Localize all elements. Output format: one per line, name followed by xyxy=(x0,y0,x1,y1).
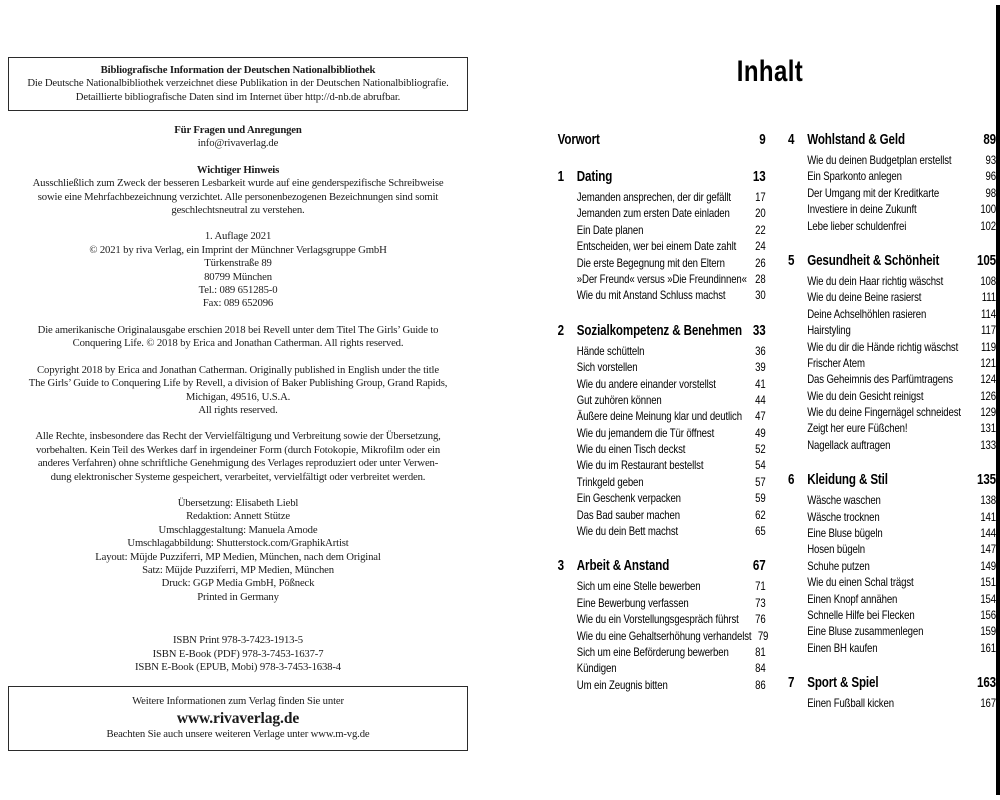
toc-chapter-row xyxy=(558,556,766,576)
toc-item-page: 144 xyxy=(980,526,996,541)
edition-block xyxy=(8,230,468,310)
toc-item-label: Jemanden zum ersten Date einladen xyxy=(576,206,730,221)
toc-chapter-page: 33 xyxy=(752,322,766,339)
toc-item-row xyxy=(788,152,996,168)
toc-chapter-number: 2 xyxy=(557,322,564,339)
toc-chapter-title: Kleidung & Stil xyxy=(807,472,888,489)
bib-box-line: Die Deutsche Nationalbibliothek verzeichnet diese Publikation in der Deutschen Nationalbibliografie. xyxy=(27,77,449,90)
toc-item-label: Ein Geschenk verpacken xyxy=(576,491,681,506)
toc-item-label: Einen Fußball kicken xyxy=(807,696,894,711)
contact-block xyxy=(8,124,468,151)
toc-item-row xyxy=(788,525,996,541)
toc-section xyxy=(558,167,766,304)
toc-item-label: Wie du eine Gehaltserhöhung verhandelst xyxy=(576,628,752,643)
toc-item-label: Wie du jemandem die Tür öffnest xyxy=(576,425,715,440)
toc-chapter-number: 6 xyxy=(788,472,795,489)
toc-chapter-number: 4 xyxy=(788,132,795,148)
toc-section xyxy=(788,130,996,234)
original-edition-line: Conquering Life. © 2018 by Erica and Jonathan Catherman. All rights reserved. xyxy=(72,337,404,350)
copyright-line: All rights reserved. xyxy=(198,403,278,416)
toc-chapter-title: Sport & Spiel xyxy=(807,675,879,692)
toc-chapter-page: 89 xyxy=(983,132,996,148)
toc-item-page: 41 xyxy=(755,376,766,391)
credit-line: Layout: Müjde Puzziferri, MP Medien, München, nach dem Original xyxy=(95,550,381,563)
toc-chapter-title: Sozialkompetenz & Benehmen xyxy=(576,322,742,339)
toc-item-row xyxy=(788,509,996,525)
original-edition-note xyxy=(8,324,468,351)
toc-front-page: 9 xyxy=(759,132,766,148)
toc-item-label: »Der Freund« versus »Die Freundinnen« xyxy=(576,271,747,286)
toc-section xyxy=(788,251,996,453)
rights-line: dung elektronischer Systeme gespeichert, verarbeitet, vervielfältigt oder verbreitet werden. xyxy=(50,470,426,483)
credit-line: Printed in Germany xyxy=(197,590,279,603)
rights-line: anderes Verfahren) ohne schriftliche Genehmigung des Verlages reproduziert oder unter Verwen- xyxy=(37,457,439,470)
toc-item-page: 86 xyxy=(755,677,766,692)
toc-item-label: Frischer Atem xyxy=(807,355,865,370)
toc-item-row xyxy=(788,388,996,404)
toc-item-label: Ein Date planen xyxy=(576,222,644,237)
notice-line: Ausschließlich zum Zweck der besseren Lesbarkeit wurde auf eine genderspezifische Schreibweise xyxy=(32,177,444,190)
toc-item-row xyxy=(558,507,766,523)
toc-item-page: 141 xyxy=(980,509,996,524)
toc-item-row xyxy=(558,255,766,271)
edition-line: Tel.: 089 651285-0 xyxy=(198,284,278,297)
toc-item-page: 147 xyxy=(980,542,996,557)
toc-item-row xyxy=(558,578,766,594)
credit-line: Umschlaggestaltung: Manuela Amode xyxy=(158,523,318,536)
toc-item-page: 93 xyxy=(985,153,996,167)
toc-item-page: 96 xyxy=(985,169,996,184)
toc-section xyxy=(788,673,996,711)
toc-item-label: Trinkgeld geben xyxy=(576,474,644,489)
toc-chapter-title: Arbeit & Anstand xyxy=(576,558,670,575)
toc-item-page: 24 xyxy=(755,239,766,254)
toc-chapter-row xyxy=(788,251,996,271)
toc-item-label: Wie du dir die Hände richtig wäschst xyxy=(807,339,959,354)
copyright-line: Copyright 2018 by Erica and Jonathan Catherman. Originally published in English under the title xyxy=(37,363,439,376)
edition-line: © 2021 by riva Verlag, ein Imprint der Münchner Verlagsgruppe GmbH xyxy=(89,243,387,256)
toc-item-label: Sich um eine Stelle bewerben xyxy=(576,579,701,594)
toc-column-left xyxy=(557,130,769,693)
toc-item-label: Wäsche waschen xyxy=(807,493,881,508)
toc-item-page: 119 xyxy=(981,339,996,354)
toc-item-row xyxy=(788,306,996,322)
toc-item-label: Wie du andere einander vorstellst xyxy=(576,376,716,391)
toc-item-label: Gut zuhören können xyxy=(576,392,662,407)
toc-item-label: Deine Achselhöhlen rasieren xyxy=(807,306,927,321)
toc-item-page: 131 xyxy=(980,421,996,436)
toc-chapter-title: Gesundheit & Schönheit xyxy=(807,252,940,269)
toc-item-row xyxy=(558,490,766,506)
notice-heading: Wichtiger Hinweis xyxy=(196,163,280,176)
left-page xyxy=(0,0,480,800)
toc-item-label: Kündigen xyxy=(576,661,617,676)
toc-chapter-title: Wohlstand & Geld xyxy=(807,132,905,148)
toc-item-label: Wie du einen Schal trägst xyxy=(807,575,914,590)
toc-chapter-row xyxy=(788,130,996,150)
toc-item-row xyxy=(558,392,766,408)
toc-item-row xyxy=(788,574,996,590)
toc-item-page: 111 xyxy=(981,290,996,305)
toc-item-row xyxy=(788,420,996,436)
toc-item-row xyxy=(788,168,996,184)
publisher-info-line: Weitere Informationen zum Verlag finden Sie unter xyxy=(132,695,344,708)
toc-item-row xyxy=(558,271,766,287)
toc-item-page: 22 xyxy=(755,222,766,237)
toc-item-label: Wie du deinen Budgetplan erstellst xyxy=(807,153,952,167)
bib-box-line: Detaillierte bibliografische Daten sind im Internet über http://d-nb.de abrufbar. xyxy=(75,90,401,103)
toc-item-page: 76 xyxy=(755,612,766,627)
toc-item-row xyxy=(558,425,766,441)
toc-chapter-row xyxy=(788,673,996,693)
toc-item-label: Entscheiden, wer bei einem Date zahlt xyxy=(576,239,737,254)
toc-item-label: Jemanden ansprechen, der dir gefällt xyxy=(576,190,731,204)
toc-item-page: 149 xyxy=(980,558,996,573)
toc-item-label: Die erste Begegnung mit den Eltern xyxy=(576,255,725,270)
toc-item-row xyxy=(558,660,766,676)
toc-chapter-page: 135 xyxy=(977,472,996,489)
toc-item-row xyxy=(788,607,996,623)
toc-item-page: 138 xyxy=(980,493,996,508)
toc-item-label: Sich vorstellen xyxy=(576,360,638,375)
toc-item-label: Wie du deine Fingernägel schneidest xyxy=(807,405,961,420)
toc-item-label: Eine Bluse bügeln xyxy=(807,526,883,541)
toc-item-label: Eine Bewerbung verfassen xyxy=(576,595,689,610)
toc-item-page: 62 xyxy=(755,507,766,522)
toc-chapter-page: 67 xyxy=(752,558,766,575)
toc-item-page: 36 xyxy=(755,343,766,358)
toc-item-label: Zeigt her eure Füßchen! xyxy=(807,421,908,436)
toc-item-row xyxy=(558,595,766,611)
toc-item-row xyxy=(558,189,766,205)
bib-box-lines xyxy=(16,77,460,104)
toc-item-page: 30 xyxy=(755,288,766,303)
toc-item-label: Wie du ein Vorstellungsgespräch führst xyxy=(576,612,739,627)
toc-chapter-row xyxy=(788,470,996,490)
toc-item-page: 57 xyxy=(755,474,766,489)
notice-line: sowie eine Mehrfachbezeichnung verzichtet. Alle personenbezogenen Bezeichnungen sind somit xyxy=(37,190,439,203)
bib-box-title: Bibliografische Information der Deutschen Nationalbibliothek xyxy=(100,64,376,76)
toc-item-row xyxy=(788,640,996,656)
toc-item-label: Wie du dein Gesicht reinigst xyxy=(807,388,924,403)
toc-item-page: 59 xyxy=(755,491,766,506)
toc-item-label: Wäsche trocknen xyxy=(807,509,880,524)
toc-item-page: 159 xyxy=(980,624,996,639)
toc-item-page: 39 xyxy=(755,360,766,375)
toc-item-label: Hände schütteln xyxy=(576,343,645,358)
original-edition-line: Die amerikanische Originalausgabe erschien 2018 bei Revell unter dem Titel The Girls’ Guide to xyxy=(37,323,439,336)
contact-heading: Für Fragen und Anregungen xyxy=(174,124,302,136)
toc-item-label: Einen BH kaufen xyxy=(807,640,878,655)
toc-item-page: 52 xyxy=(755,442,766,457)
toc-item-row xyxy=(788,339,996,355)
isbn-line: ISBN Print 978-3-7423-1913-5 xyxy=(173,634,303,647)
toc-item-label: Hairstyling xyxy=(807,323,851,338)
isbn-block xyxy=(8,634,468,674)
toc-item-label: Das Bad sauber machen xyxy=(576,507,680,522)
toc-item-row xyxy=(558,408,766,424)
toc-item-row xyxy=(788,322,996,338)
toc-item-label: Wie du dein Haar richtig wäschst xyxy=(807,273,944,288)
toc-item-page: 65 xyxy=(755,524,766,539)
rights-line: vorbehalten. Kein Teil des Werkes darf in irgendeiner Form (durch Fotokopie, Mikrofilm oder ein xyxy=(35,443,441,456)
toc-column-right xyxy=(788,130,996,712)
toc-chapter-page: 13 xyxy=(752,169,766,185)
toc-item-page: 79 xyxy=(757,628,769,643)
toc-item-label: Wie du deine Beine rasierst xyxy=(807,290,922,305)
toc-item-row xyxy=(558,611,766,627)
rights-note xyxy=(8,430,468,484)
toc-item-row xyxy=(558,222,766,238)
toc-item-page: 151 xyxy=(980,575,996,590)
toc-item-page: 124 xyxy=(980,372,996,387)
toc-section xyxy=(557,556,769,693)
isbn-line: ISBN E-Book (PDF) 978-3-7453-1637-7 xyxy=(152,647,324,660)
toc-item-page: 108 xyxy=(980,273,996,288)
credit-line: Übersetzung: Elisabeth Liebl xyxy=(177,496,299,509)
toc-item-row xyxy=(788,541,996,557)
toc-item-page: 98 xyxy=(985,185,996,200)
toc-front-label: Vorwort xyxy=(557,132,600,148)
toc-item-page: 71 xyxy=(755,579,766,594)
toc-item-page: 54 xyxy=(755,458,766,473)
toc-chapter-title: Dating xyxy=(576,169,613,185)
toc-item-label: Lebe lieber schuldenfrei xyxy=(807,218,907,233)
book-edge-bar xyxy=(996,5,1000,795)
toc-item-row xyxy=(558,343,766,359)
toc-item-row xyxy=(788,355,996,371)
notice-lines xyxy=(8,177,468,217)
toc-item-row xyxy=(558,628,769,644)
toc-item-row xyxy=(788,558,996,574)
toc-chapter-number: 7 xyxy=(788,675,795,692)
toc-item-row xyxy=(788,591,996,607)
toc-item-row xyxy=(788,218,996,234)
toc-item-label: Wie du einen Tisch deckst xyxy=(576,442,686,457)
toc-item-row xyxy=(558,677,766,693)
copyright-line: The Girls’ Guide to Conquering Life by Revell, a division of Baker Publishing Group, Grand Rapids, xyxy=(28,377,448,390)
copyright-text-column xyxy=(8,124,468,751)
edition-line: 80799 München xyxy=(204,270,272,283)
toc-item-page: 28 xyxy=(755,271,766,286)
edition-line: Türkenstraße 89 xyxy=(204,257,272,270)
isbn-line: ISBN E-Book (EPUB, Mobi) 978-3-7453-1638-4 xyxy=(135,661,341,673)
credit-line: Satz: Müjde Puzziferri, MP Medien, München xyxy=(142,563,334,576)
toc-chapter-number: 5 xyxy=(788,252,795,269)
toc-item-label: Wie du im Restaurant bestellst xyxy=(576,458,704,473)
toc-item-row xyxy=(788,289,996,305)
toc-item-row xyxy=(558,238,766,254)
toc-item-page: 81 xyxy=(755,644,766,659)
bibliographic-info-box xyxy=(8,57,468,111)
toc-item-page: 121 xyxy=(980,355,996,370)
toc-item-page: 129 xyxy=(980,405,996,420)
toc-item-row xyxy=(788,437,996,453)
credits-block xyxy=(8,497,468,604)
toc-item-page: 17 xyxy=(755,190,766,204)
toc-item-row xyxy=(788,273,996,289)
toc-item-page: 49 xyxy=(755,425,766,440)
toc-item-label: Äußere deine Meinung klar und deutlich xyxy=(576,409,742,424)
right-page-toc xyxy=(540,0,1000,800)
rights-line: Alle Rechte, insbesondere das Recht der Vervielfältigung und Verbreitung sowie der Übersetzung, xyxy=(35,430,441,443)
toc-item-page: 133 xyxy=(980,437,996,452)
toc-item-row xyxy=(558,523,766,539)
copyright-note xyxy=(8,364,468,418)
toc-item-page: 161 xyxy=(980,640,996,655)
toc-item-page: 73 xyxy=(755,595,766,610)
publisher-info-box xyxy=(8,686,468,751)
toc-item-page: 102 xyxy=(980,218,996,233)
toc-item-label: Schnelle Hilfe bei Flecken xyxy=(807,607,915,622)
toc-item-page: 154 xyxy=(980,591,996,606)
toc-item-row xyxy=(558,376,766,392)
toc-item-row xyxy=(788,185,996,201)
toc-item-page: 20 xyxy=(755,206,766,221)
toc-item-label: Hosen bügeln xyxy=(807,542,866,557)
toc-item-row xyxy=(558,474,766,490)
copyright-line: Michigan, 49516, U.S.A. xyxy=(185,390,291,403)
toc-item-page: 114 xyxy=(981,306,996,321)
toc-section xyxy=(788,470,996,656)
toc-item-page: 167 xyxy=(980,696,996,711)
toc-item-page: 100 xyxy=(980,202,996,217)
toc-item-row xyxy=(558,457,766,473)
toc-item-label: Der Umgang mit der Kreditkarte xyxy=(807,185,940,200)
toc-chapter-number: 1 xyxy=(557,169,564,185)
toc-chapter-row xyxy=(558,321,766,341)
publisher-info-line: Beachten Sie auch unsere weiteren Verlage unter www.m-vg.de xyxy=(106,727,370,740)
toc-title: Inhalt xyxy=(736,55,804,88)
toc-item-label: Sich um eine Beförderung bewerben xyxy=(576,644,729,659)
toc-item-row xyxy=(558,359,766,375)
toc-item-row xyxy=(788,623,996,639)
toc-item-row xyxy=(558,441,766,457)
toc-front-row xyxy=(558,130,766,150)
toc-item-page: 47 xyxy=(755,409,766,424)
credit-line: Umschlagabbildung: Shutterstock.com/GraphikArtist xyxy=(127,537,349,550)
toc-item-label: Ein Sparkonto anlegen xyxy=(807,169,902,184)
toc-chapter-number: 3 xyxy=(557,558,564,575)
credit-line: Redaktion: Annett Stütze xyxy=(186,510,290,523)
toc-item-label: Nagellack auftragen xyxy=(807,437,891,452)
toc-item-row xyxy=(558,287,766,303)
credit-line: Druck: GGP Media GmbH, Pößneck xyxy=(161,577,315,590)
toc-item-page: 126 xyxy=(980,388,996,403)
toc-chapter-page: 163 xyxy=(977,675,996,692)
contact-email: info@rivaverlag.de xyxy=(197,137,279,150)
notice-line: geschlechtsneutral zu verstehen. xyxy=(171,204,305,217)
toc-chapter-page: 105 xyxy=(977,252,996,269)
toc-item-page: 84 xyxy=(755,661,766,676)
toc-item-label: Das Geheimnis des Parfümtragens xyxy=(807,372,953,387)
toc-section xyxy=(558,321,766,540)
toc-item-label: Wie du dein Bett machst xyxy=(576,524,679,539)
toc-item-row xyxy=(788,695,996,711)
toc-item-label: Um ein Zeugnis bitten xyxy=(576,677,668,692)
publisher-url: www.rivaverlag.de xyxy=(176,709,300,727)
toc-item-row xyxy=(558,205,766,221)
toc-item-row xyxy=(788,492,996,508)
toc-item-label: Wie du mit Anstand Schluss machst xyxy=(576,288,726,303)
edition-line: 1. Auflage 2021 xyxy=(204,230,272,243)
toc-content xyxy=(540,0,1000,800)
toc-item-label: Schuhe putzen xyxy=(807,558,870,573)
toc-item-label: Einen Knopf annähen xyxy=(807,591,898,606)
toc-item-row xyxy=(558,644,766,660)
toc-item-row xyxy=(788,404,996,420)
toc-item-row xyxy=(788,371,996,387)
notice-block xyxy=(8,164,468,218)
toc-item-page: 117 xyxy=(981,323,996,338)
toc-item-page: 26 xyxy=(755,255,766,270)
toc-item-label: Eine Bluse zusammenlegen xyxy=(807,624,924,639)
toc-item-page: 156 xyxy=(980,607,996,622)
toc-chapter-row xyxy=(558,167,766,187)
edition-line: Fax: 089 652096 xyxy=(202,297,274,310)
toc-item-page: 44 xyxy=(755,392,766,407)
toc-item-row xyxy=(788,201,996,217)
toc-item-label: Investiere in deine Zukunft xyxy=(807,202,917,217)
